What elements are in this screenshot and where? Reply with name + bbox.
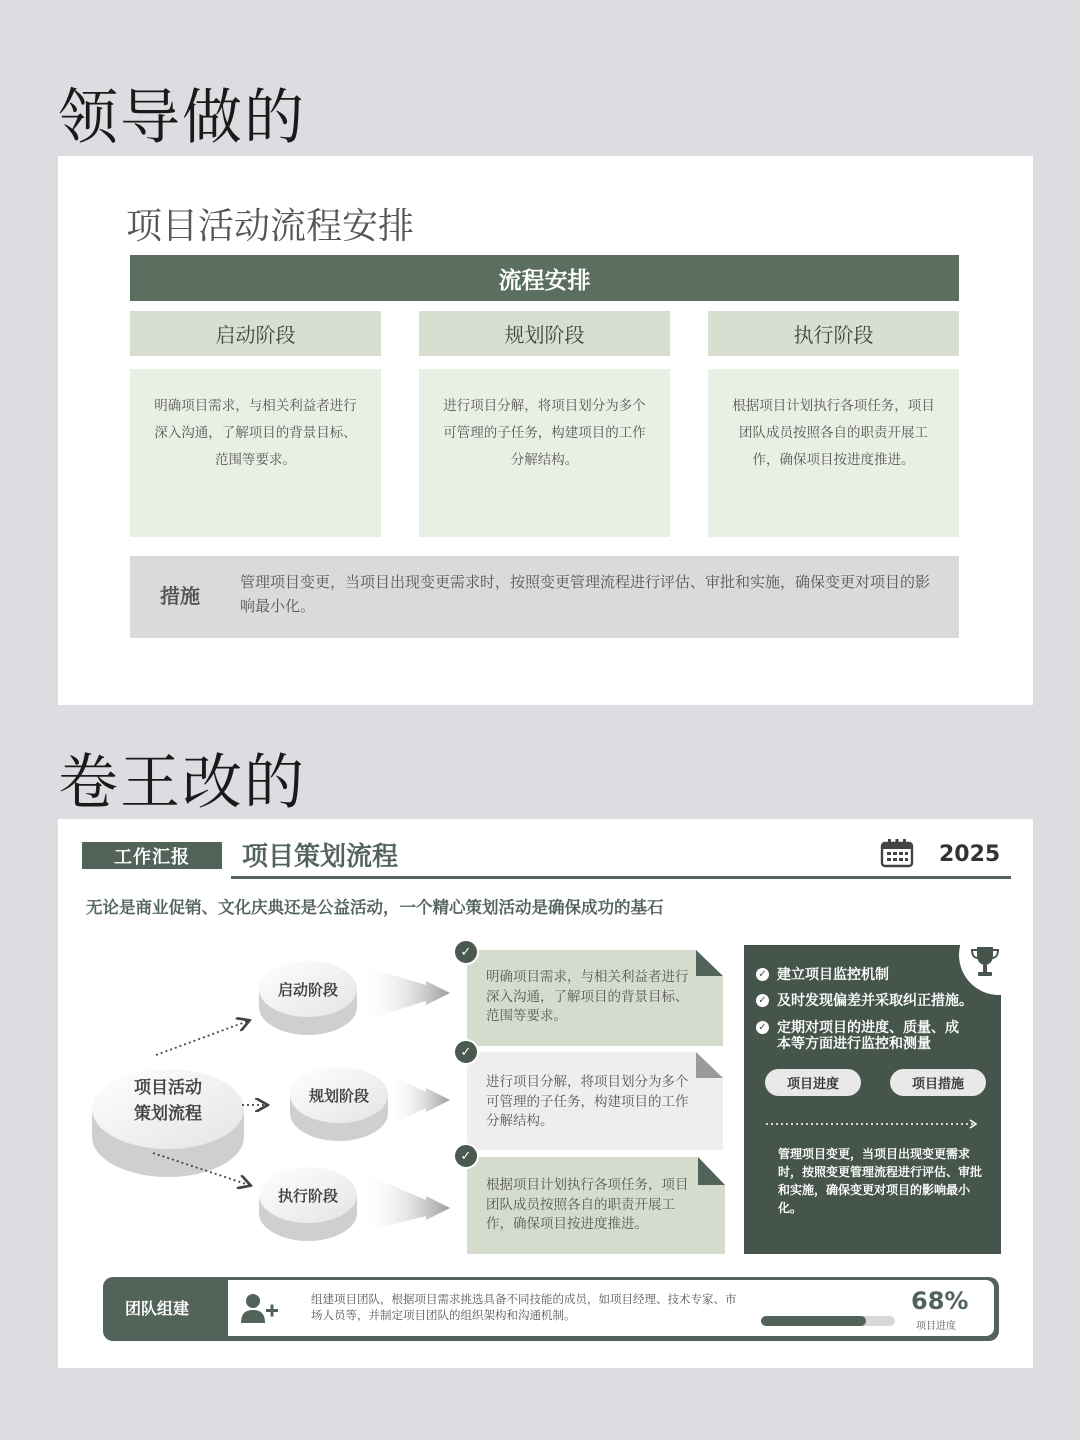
team-label: 团队组建 <box>125 1299 190 1318</box>
step-desc-plan: 进行项目分解，将项目划分为多个可管理的子任务，构建项目的工作分解结构。 <box>486 1074 689 1129</box>
progress-bar <box>761 1316 895 1326</box>
add-user-icon <box>240 1292 280 1326</box>
progress-percent: 68% <box>911 1287 969 1315</box>
check-icon: ✓ <box>453 939 479 965</box>
original-slide <box>58 156 1033 705</box>
panel-desc: 管理项目变更，当项目出现变更需求时，按照变更管理流程进行评估、审批和实施，确保变更对项目的影响最小化。 <box>778 1147 983 1215</box>
phase-desc-start: 明确项目需求，与相关利益者进行深入沟通，了解项目的背景目标、范围等要求。 <box>130 369 381 537</box>
trophy-icon <box>970 945 1000 979</box>
progress-pill[interactable]: 项目进度 <box>765 1069 861 1096</box>
team-content <box>228 1280 994 1336</box>
before-label: 领导做的 <box>58 83 306 153</box>
progress-fill <box>761 1316 866 1326</box>
measure-label: 措施 <box>160 584 200 608</box>
phase-header-start: 启动阶段 <box>130 311 381 356</box>
phase-desc-plan: 进行项目分解，将项目划分为多个可管理的子任务，构建项目的工作分解结构。 <box>419 369 670 537</box>
center-node-label: 项目活动 策划流程 <box>134 1078 202 1124</box>
step-desc-exec: 根据项目计划执行各项任务，项目团队成员按照各自的职责开展工作，确保项目按进度推进。 <box>486 1177 689 1232</box>
report-tag: 工作汇报 <box>82 842 222 869</box>
team-desc: 组建项目团队，根据项目需求挑选具备不同技能的成员，如项目经理、技术专家、市场人员等，并制定项目团队的组织架构和沟通机制。 <box>311 1292 737 1322</box>
slide-title: 项目活动流程安排 <box>126 206 415 247</box>
step-desc-start: 明确项目需求，与相关利益者进行深入沟通，了解项目的背景目标、范围等要求。 <box>486 969 689 1024</box>
check-icon: ✓ <box>453 1039 479 1065</box>
phase-node-start: 启动阶段 <box>277 981 338 999</box>
slide-subtitle: 无论是商业促销、文化庆典还是公益活动，一个精心策划活动是确保成功的基石 <box>86 898 664 917</box>
check-icon: ✓ <box>756 1021 769 1034</box>
phase-header-plan: 规划阶段 <box>419 311 670 356</box>
check-icon: ✓ <box>453 1143 479 1169</box>
panel-item: ✓ 建立项目监控机制 <box>756 967 889 983</box>
phase-node-exec: 执行阶段 <box>277 1187 338 1205</box>
check-icon: ✓ <box>756 994 769 1007</box>
phase-desc-exec: 根据项目计划执行各项任务，项目团队成员按照各自的职责开展工作，确保项目按进度推进。 <box>708 369 959 537</box>
after-label: 卷王改的 <box>58 748 306 818</box>
dotted-arrow <box>764 1118 982 1130</box>
measure-text: 管理项目变更，当项目出现变更需求时，按照变更管理流程进行评估、审批和实施，确保变更对项目的影响最小化。 <box>240 573 931 615</box>
monitoring-panel <box>744 945 1001 1254</box>
team-bar <box>103 1277 999 1341</box>
year-label: 2025 <box>939 842 1001 867</box>
process-banner: 流程安排 <box>130 255 959 301</box>
panel-item: ✓ 定期对项目的进度、质量、成本等方面进行监控和测量 <box>756 1020 971 1052</box>
measures-pill[interactable]: 项目措施 <box>890 1069 986 1096</box>
redesigned-slide <box>58 819 1033 1368</box>
phase-node-plan: 规划阶段 <box>308 1087 369 1105</box>
check-icon: ✓ <box>756 968 769 981</box>
progress-label: 项目进度 <box>916 1321 956 1332</box>
phase-header-exec: 执行阶段 <box>708 311 959 356</box>
slide-title-2: 项目策划流程 <box>242 842 399 872</box>
panel-item: ✓ 及时发现偏差并采取纠正措施。 <box>756 993 973 1009</box>
measure-box <box>130 556 959 638</box>
